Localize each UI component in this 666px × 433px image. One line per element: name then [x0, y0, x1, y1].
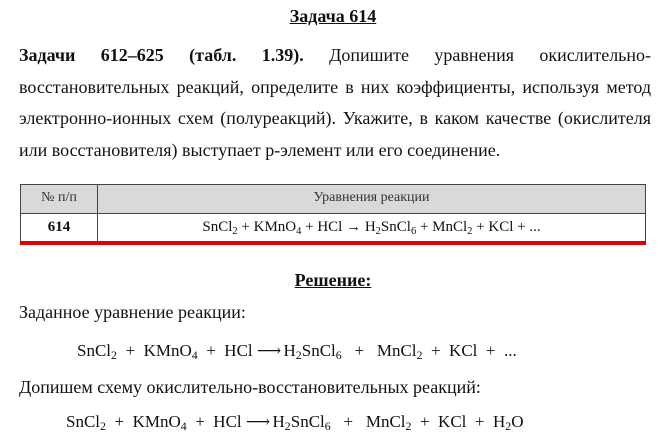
header-equation: Уравнения реакции — [313, 190, 430, 205]
problem-text: Допишите уравнения окислительно-восстановительных реакций, определите в них коэффициенты, используя метод электронно-ионных схем (полуреакций). Укажите, в каком качестве (окислителя или восстановителя) выступает p-элемент или его соединение. — [19, 45, 652, 160]
reaction-arrow-icon: ⟶ — [245, 412, 269, 431]
page-title: Задача 614 — [289, 6, 377, 26]
row-number: 614 — [47, 219, 71, 235]
red-underline — [20, 242, 646, 245]
scheme-label: Допишем схему окислительно-восстановительных реакций: — [19, 377, 481, 397]
header-number: № п/п — [41, 190, 77, 205]
reaction-table — [20, 184, 646, 242]
scheme-equation: SnCl$_2$ + KMnO$_4$ + HCl ⟶ $H_2SnCl_6$ + MnCl$_2$ + KCl + $H_2O$ — [66, 412, 524, 433]
problem-statement — [19, 40, 651, 166]
given-equation-label: Заданное уравнение реакции: — [19, 302, 246, 322]
solution-heading: Решение: — [294, 270, 372, 290]
problem-lead: Задачи 612–625 (табл. 1.39). — [19, 45, 304, 65]
reaction-arrow-icon: ⟶ — [256, 341, 280, 360]
row-equation: SnCl$_2$ + KMnO$_4$ + HCl → $H_2SnCl_6$ + MnCl$_2$ + KCl + ... — [202, 219, 541, 237]
given-equation: SnCl$_2$ + KMnO$_4$ + HCl ⟶ $H_2SnCl_6$ + MnCl$_2$ + KCl + ... — [77, 341, 517, 362]
